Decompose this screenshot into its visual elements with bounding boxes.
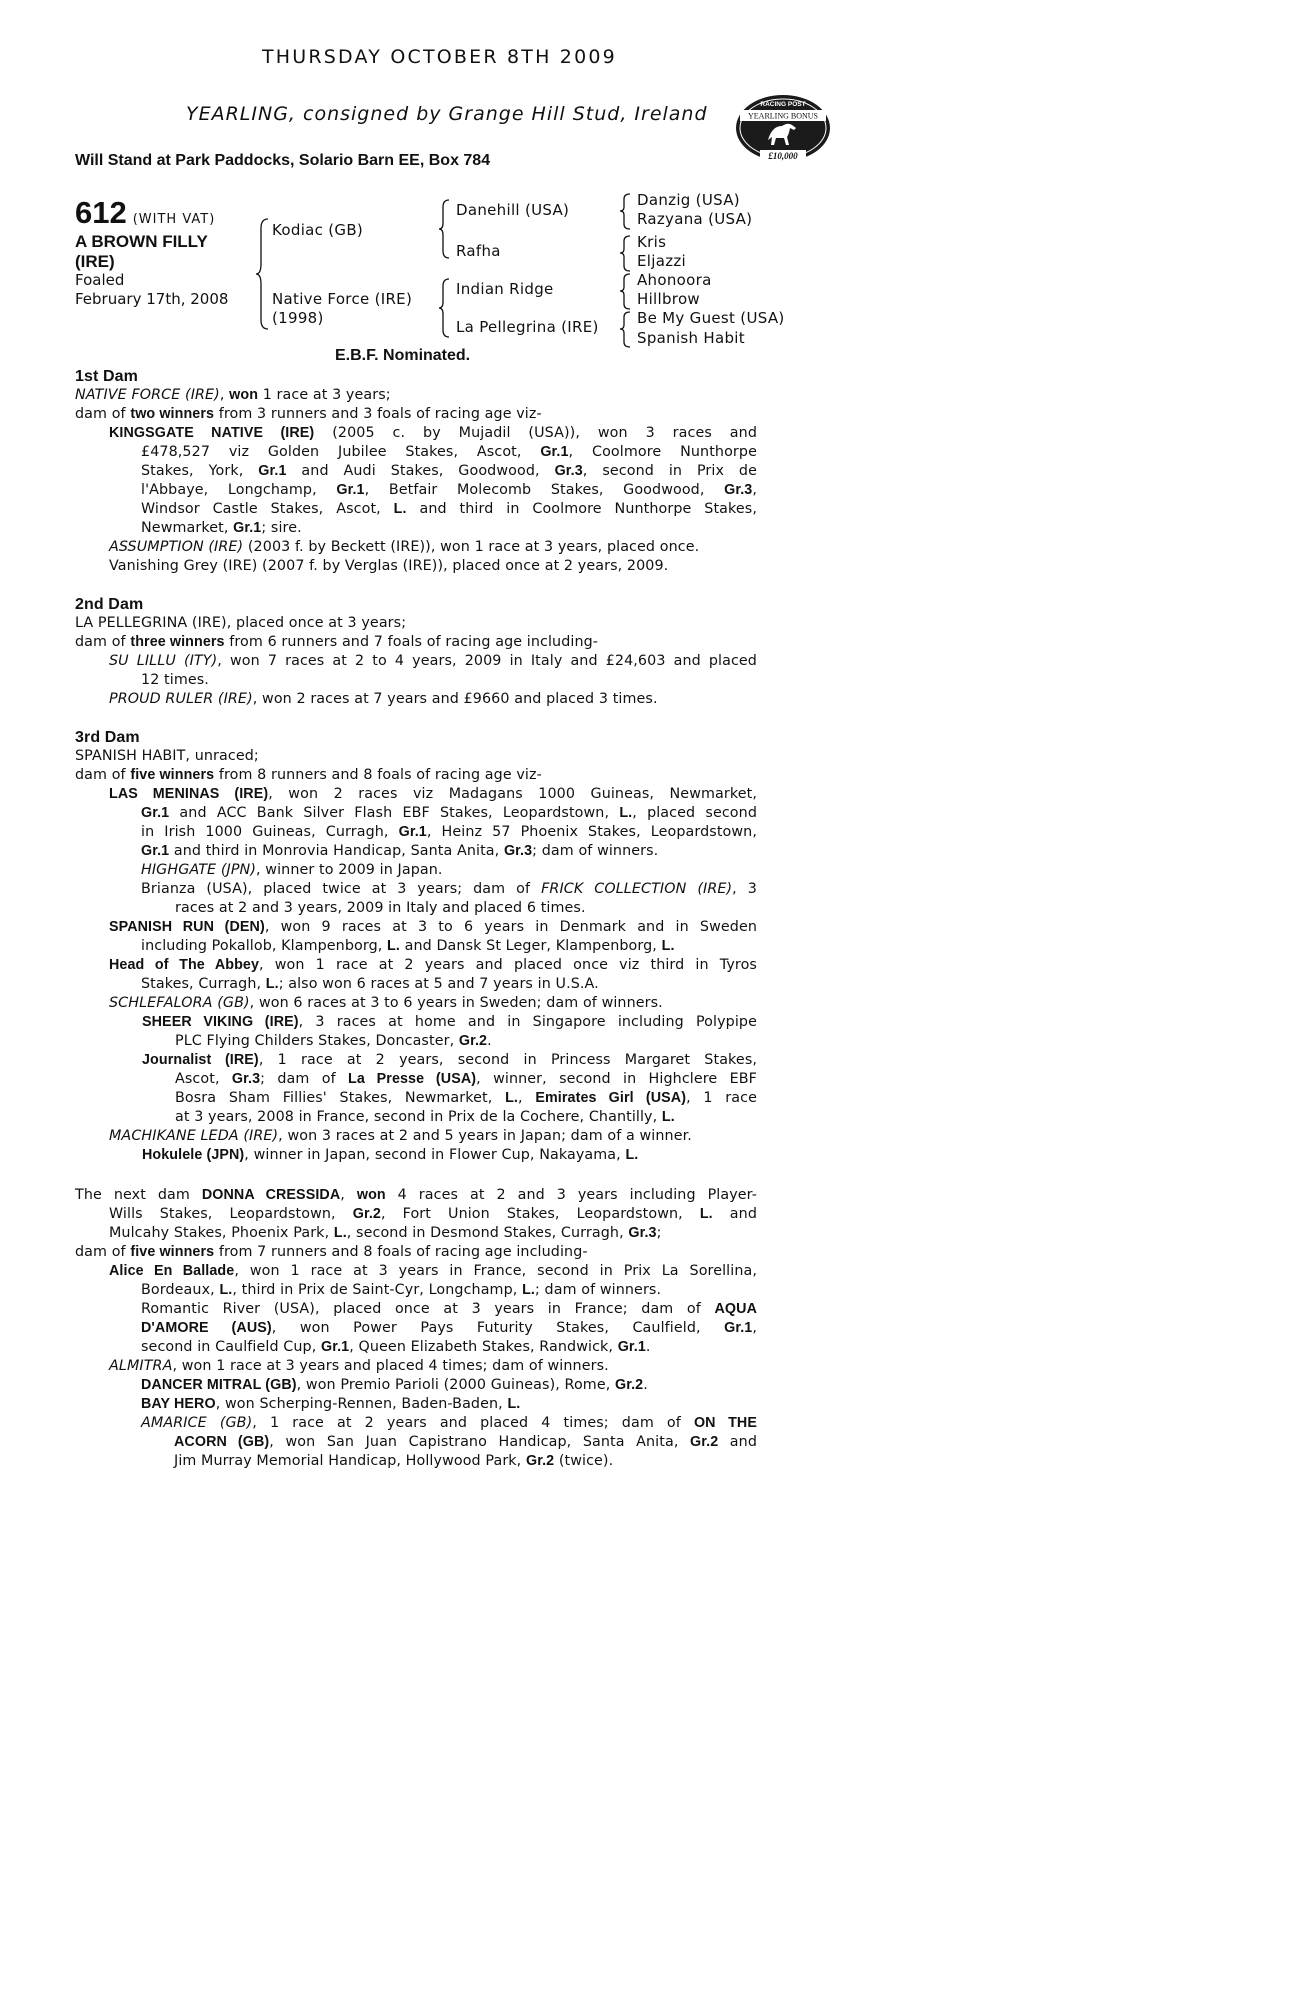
next-dam-section (75, 1186, 757, 1471)
text-line (75, 1127, 757, 1146)
bonus-badge-icon (734, 92, 832, 166)
text-run: , winner to 2009 in Japan. (256, 862, 443, 878)
horse-description (75, 232, 235, 272)
text-run: , won 1 race at 2 years and placed once viz third in Tyros (259, 957, 757, 973)
text-run: and third in Coolmore Nunthorpe Stakes, (406, 501, 757, 517)
text-run: Gr.1 (336, 482, 365, 498)
foaled-date: February 17th, 2008 (75, 290, 229, 308)
text-run: Journalist (IRE) (142, 1052, 259, 1068)
section-title: 2nd Dam (75, 596, 144, 613)
text-run: ; dam of (260, 1071, 349, 1087)
text-run: Bordeaux, (141, 1282, 220, 1298)
text-run: Gr.1 (258, 463, 287, 479)
text-run: PROUD RULER (IRE) (109, 691, 253, 707)
text-run: Gr.3 (628, 1225, 657, 1241)
pedigree-brace-g3 (619, 273, 631, 310)
horse-description-line1: A BROWN FILLY (75, 232, 208, 251)
text-run: L. (522, 1282, 535, 1298)
text-run: dam of (75, 634, 131, 650)
pedigree-g6: Hillbrow (637, 290, 700, 308)
text-line (75, 1013, 757, 1032)
text-line (75, 880, 757, 899)
text-line (75, 443, 757, 462)
text-run: , Coolmore Nunthorpe (568, 444, 757, 460)
text-run: , (340, 1187, 357, 1203)
text-run: , won 2 races at 7 years and £9660 and placed 3 times. (252, 691, 658, 707)
text-run: , won San Juan Capistrano Handicap, Santa Anita, (269, 1434, 691, 1450)
text-run: Gr.1 (233, 520, 262, 536)
text-line (75, 652, 757, 671)
text-run: 4 races at 2 and 3 years including Player- (385, 1187, 758, 1203)
pedigree-brace-g2 (619, 235, 631, 272)
yearling-bonus-badge (734, 92, 832, 166)
text-line (75, 994, 757, 1013)
text-run: Gr.1 (724, 1320, 753, 1336)
text-run: £478,527 viz Golden Jubilee Stakes, Ascot, (141, 444, 541, 460)
sale-date: THURSDAY OCTOBER 8TH 2009 (262, 46, 617, 68)
text-line (75, 519, 757, 538)
text-line (75, 785, 757, 804)
text-run: Stakes, Curragh, (141, 976, 266, 992)
text-run: , (518, 1090, 536, 1106)
text-run: PLC Flying Childers Stakes, Doncaster, (175, 1033, 459, 1049)
text-run: Gr.2 (615, 1377, 644, 1393)
first-dam-section (75, 367, 757, 576)
text-run: ; dam of winners. (532, 843, 659, 859)
text-line (75, 1414, 757, 1433)
text-run: The next dam (75, 1187, 202, 1203)
text-line (75, 481, 757, 500)
text-run: L. (505, 1090, 518, 1106)
text-run: and ACC Bank Silver Flash EBF Stakes, Leopardstown, (169, 805, 620, 821)
text-run: , won Power Pays Futurity Stakes, Caulfield, (271, 1320, 725, 1336)
text-run: ALMITRA (109, 1358, 173, 1374)
text-run: , 1 race at 2 years, second in Princess Margaret Stakes, (258, 1052, 758, 1068)
pedigree-g4: Eljazzi (637, 252, 687, 270)
text-run: La Presse (USA) (348, 1071, 477, 1087)
text-line (75, 975, 757, 994)
text-run: L. (333, 1225, 347, 1241)
pedigree-brace-sire (438, 199, 450, 259)
text-run: . (643, 1377, 648, 1393)
text-run: from 6 runners and 7 foals of racing age including- (224, 634, 599, 650)
text-line (75, 1205, 757, 1224)
text-run: , Betfair Molecomb Stakes, Goodwood, (364, 482, 725, 498)
text-run: and Audi Stakes, Goodwood, (286, 463, 555, 479)
text-run: Wills Stakes, Leopardstown, (109, 1206, 353, 1222)
text-line (75, 1032, 757, 1051)
text-run: LAS MENINAS (IRE) (109, 786, 269, 802)
text-line (75, 500, 757, 519)
text-run: and (712, 1206, 757, 1222)
vat-note: (WITH VAT) (132, 212, 216, 227)
text-run: Gr.1 (141, 805, 170, 821)
text-run: Gr.3 (503, 843, 533, 859)
section-title: 3rd Dam (75, 729, 140, 746)
text-run: , won 7 races at 2 to 4 years, 2009 in Italy and £24,603 and placed (217, 653, 757, 669)
badge-banner-text: YEARLING BONUS (748, 111, 818, 121)
text-line (75, 1089, 757, 1108)
text-run: from 3 runners and 3 foals of racing age viz- (214, 406, 542, 422)
text-line (75, 1186, 757, 1205)
badge-top-text: RACING POST (760, 101, 806, 108)
text-line (75, 956, 757, 975)
text-run: , 3 (732, 881, 757, 897)
text-run: (2003 f. by Beckett (IRE)), won 1 race at 3 years, placed once. (243, 539, 700, 555)
second-dam-section (75, 595, 757, 709)
text-run: Gr.1 (398, 824, 427, 840)
text-run: L. (625, 1147, 639, 1163)
text-run: SCHLEFALORA (GB) (109, 995, 250, 1011)
text-run: at 3 years, 2008 in France, second in Prix de la Cochere, Chantilly, (175, 1109, 662, 1125)
text-line (75, 1452, 757, 1471)
consignment-line: YEARLING, consigned by Grange Hill Stud, Ireland (186, 103, 708, 125)
text-run: Mulcahy Stakes, Phoenix Park, (109, 1225, 334, 1241)
text-run: and (718, 1434, 758, 1450)
text-line (75, 1395, 757, 1414)
text-run: Gr.3 (554, 463, 583, 479)
text-run: Jim Murray Memorial Handicap, Hollywood Park, (174, 1453, 526, 1469)
text-run: , winner, second in Highclere EBF (476, 1071, 757, 1087)
text-run: L. (619, 805, 633, 821)
text-run: AQUA (714, 1301, 757, 1317)
text-run: Stakes, York, (141, 463, 259, 479)
text-run: Gr.1 (141, 843, 170, 859)
text-run: l'Abbaye, Longchamp, (141, 482, 337, 498)
text-run: D'AMORE (AUS) (141, 1320, 272, 1336)
text-run: won (356, 1187, 386, 1203)
lot-heading (75, 195, 215, 231)
text-run: dam of (75, 406, 131, 422)
text-line (75, 1262, 757, 1281)
foaled-label: Foaled (75, 271, 125, 289)
text-run: Alice En Ballade (109, 1263, 235, 1279)
text-run: . (645, 1339, 651, 1355)
pedigree-g2: Razyana (USA) (637, 210, 753, 228)
text-run: ON THE (693, 1415, 757, 1431)
text-line (75, 424, 757, 443)
text-run: Gr.3 (231, 1071, 261, 1087)
text-run: ; sire. (261, 520, 302, 536)
text-run: Newmarket, (141, 520, 234, 536)
text-run: L. (393, 501, 407, 517)
text-line (75, 633, 757, 652)
sire-sire: Danehill (USA) (456, 201, 570, 219)
text-line (75, 1357, 757, 1376)
text-line: SPANISH HABIT, unraced; (75, 748, 259, 764)
text-run: , Heinz 57 Phoenix Stakes, Leopardstown, (426, 824, 757, 840)
lot-number: 612 (75, 195, 127, 230)
text-line (75, 1376, 757, 1395)
text-run: two winners (130, 406, 215, 422)
pedigree-g5: Ahonoora (637, 271, 712, 289)
text-line (75, 1433, 757, 1452)
text-line (75, 937, 757, 956)
text-line (75, 462, 757, 481)
text-run: L. (507, 1396, 521, 1412)
text-run: ; (656, 1225, 662, 1241)
text-run: , won 2 races viz Madagans 1000 Guineas, Newmarket, (268, 786, 757, 802)
text-run: SU LILLU (ITY) (109, 653, 218, 669)
text-line (75, 1281, 757, 1300)
text-run: FRICK COLLECTION (IRE) (541, 881, 733, 897)
text-run: , won 6 races at 3 to 6 years in Sweden; dam of winners. (249, 995, 663, 1011)
text-run: , (752, 482, 757, 498)
text-run: , second in Desmond Stakes, Curragh, (346, 1225, 629, 1241)
text-run: HIGHGATE (JPN) (141, 862, 257, 878)
ebf-note: E.B.F. Nominated. (335, 347, 471, 364)
text-run: ; also won 6 races at 5 and 7 years in U.S.A. (278, 976, 599, 992)
text-run: Windsor Castle Stakes, Ascot, (141, 501, 394, 517)
text-line (75, 1319, 757, 1338)
horse-description-line2: (IRE) (75, 252, 115, 271)
text-line: 12 times. (141, 672, 209, 688)
text-line (75, 1224, 757, 1243)
text-line (75, 842, 757, 861)
text-run: three winners (130, 634, 225, 650)
text-line (75, 1146, 757, 1165)
text-line (75, 1070, 757, 1089)
text-run: dam of (75, 767, 131, 783)
text-run: , (752, 1320, 757, 1336)
text-line: Vanishing Grey (IRE) (2007 f. by Verglas (IRE)), placed once at 2 years, 2009. (109, 558, 669, 574)
stand-location: Will Stand at Park Paddocks, Solario Barn EE, Box 784 (75, 152, 491, 169)
text-run: SPANISH RUN (DEN) (109, 919, 265, 935)
pedigree-brace-g1 (619, 193, 631, 230)
dam-sire: Indian Ridge (456, 280, 554, 298)
text-run: . (487, 1033, 492, 1049)
text-run: , won 3 races at 2 and 5 years in Japan; dam of a winner. (278, 1128, 692, 1144)
text-run: AMARICE (GB) (141, 1415, 253, 1431)
text-run: 1 race at 3 years; (258, 387, 391, 403)
pedigree-g1: Danzig (USA) (637, 191, 740, 209)
text-run: , second in Prix de (582, 463, 758, 479)
text-run: (2005 c. by Mujadil (USA)), won 3 races and (314, 425, 757, 441)
text-run: , won 9 races at 3 to 6 years in Denmark and in Sweden (264, 919, 757, 935)
text-run: Gr.2 (458, 1033, 488, 1049)
foaled-info (75, 271, 255, 309)
text-run: DANCER MITRAL (GB) (141, 1377, 297, 1393)
badge-amount: £10,000 (768, 151, 798, 161)
dam: Native Force (IRE) (272, 290, 413, 308)
text-run: Gr.1 (617, 1339, 646, 1355)
text-run: Gr.2 (690, 1434, 719, 1450)
dam-dam: La Pellegrina (IRE) (456, 318, 599, 336)
section-title: 1st Dam (75, 368, 138, 385)
text-run: , Queen Elizabeth Stakes, Randwick, (349, 1339, 618, 1355)
text-run: Gr.3 (724, 482, 753, 498)
pedigree-brace-main (255, 218, 269, 330)
text-run: , won 1 race at 3 years and placed 4 times; dam of winners. (172, 1358, 609, 1374)
text-run: five winners (130, 1244, 215, 1260)
text-line (75, 861, 757, 880)
text-run: , 1 race (686, 1090, 758, 1106)
text-run: five winners (130, 767, 215, 783)
text-line: LA PELLEGRINA (IRE), placed once at 3 years; (75, 615, 407, 631)
text-run: , won Premio Parioli (2000 Guineas), Rome, (296, 1377, 616, 1393)
text-run: including Pokallob, Klampenborg, (141, 938, 388, 954)
text-run: won (229, 387, 259, 403)
text-run: (twice). (554, 1453, 614, 1469)
text-run: , won Scherping-Rennen, Baden-Baden, (215, 1396, 508, 1412)
text-line (75, 386, 757, 405)
text-run: SHEER VIKING (IRE) (142, 1014, 299, 1030)
text-line (75, 1338, 757, 1357)
text-line (75, 690, 757, 709)
text-run: and Dansk St Leger, Klampenborg, (399, 938, 662, 954)
text-run: L. (661, 938, 675, 954)
text-line (75, 538, 757, 557)
text-run: , Fort Union Stakes, Leopardstown, (380, 1206, 700, 1222)
text-run: Bosra Sham Fillies' Stakes, Newmarket, (175, 1090, 506, 1106)
text-run: from 7 runners and 8 foals of racing age including- (214, 1244, 588, 1260)
sire: Kodiac (GB) (272, 221, 364, 239)
text-run: Gr.2 (525, 1453, 555, 1469)
text-run: second in Caulfield Cup, (141, 1339, 321, 1355)
text-run: Gr.2 (352, 1206, 381, 1222)
text-run: and third in Monrovia Handicap, Santa Anita, (169, 843, 504, 859)
text-run: L. (387, 938, 400, 954)
text-run: Hokulele (JPN) (142, 1147, 245, 1163)
text-run: Gr.1 (321, 1339, 350, 1355)
text-run: L. (265, 976, 279, 992)
text-run: L. (661, 1109, 675, 1125)
text-run: , 3 races at home and in Singapore including Polypipe (298, 1014, 757, 1030)
text-line (75, 1243, 757, 1262)
text-run: , 1 race at 2 years and placed 4 times; dam of (252, 1415, 694, 1431)
text-run: , third in Prix de Saint-Cyr, Longchamp, (232, 1282, 523, 1298)
text-run: in Irish 1000 Guineas, Curragh, (141, 824, 399, 840)
text-run: NATIVE FORCE (IRE) (75, 387, 220, 403)
text-run: Gr.1 (540, 444, 569, 460)
text-run: Ascot, (175, 1071, 232, 1087)
text-line (75, 804, 757, 823)
pedigree-g3: Kris (637, 233, 667, 251)
text-run: ASSUMPTION (IRE) (109, 539, 244, 555)
text-run: dam of (75, 1244, 131, 1260)
text-line (75, 1108, 757, 1127)
pedigree-brace-g4 (619, 311, 631, 348)
text-line (75, 918, 757, 937)
text-run: , winner in Japan, second in Flower Cup, Nakayama, (244, 1147, 626, 1163)
text-run: DONNA CRESSIDA (201, 1187, 341, 1203)
text-run: Emirates Girl (USA) (535, 1090, 687, 1106)
text-run: L. (699, 1206, 713, 1222)
text-run: , won 1 race at 3 years in France, second in Prix La Sorellina, (234, 1263, 757, 1279)
text-line (75, 1300, 757, 1319)
text-line: races at 2 and 3 years, 2009 in Italy and placed 6 times. (175, 900, 586, 916)
sire-dam: Rafha (456, 242, 501, 260)
text-run: ; dam of winners. (534, 1282, 662, 1298)
text-run: MACHIKANE LEDA (IRE) (109, 1128, 279, 1144)
text-line (75, 823, 757, 842)
text-line (75, 1051, 757, 1070)
text-run: ACORN (GB) (174, 1434, 270, 1450)
text-run: , placed second (632, 805, 757, 821)
text-run: Head of The Abbey (109, 957, 260, 973)
dam-year: (1998) (272, 309, 324, 327)
text-line (75, 405, 757, 424)
pedigree-g7: Be My Guest (USA) (637, 309, 785, 327)
pedigree-g8: Spanish Habit (637, 329, 745, 347)
text-run: L. (219, 1282, 233, 1298)
text-line (75, 766, 757, 785)
text-run: from 8 runners and 8 foals of racing age viz- (214, 767, 542, 783)
pedigree-brace-dam (438, 278, 450, 338)
text-run: BAY HERO (141, 1396, 216, 1412)
text-run: , (219, 387, 230, 403)
text-run: Brianza (USA), placed twice at 3 years; dam of (141, 881, 542, 897)
text-run: Romantic River (USA), placed once at 3 years in France; dam of (141, 1301, 715, 1317)
third-dam-section (75, 728, 757, 1165)
text-run: KINGSGATE NATIVE (IRE) (109, 425, 315, 441)
